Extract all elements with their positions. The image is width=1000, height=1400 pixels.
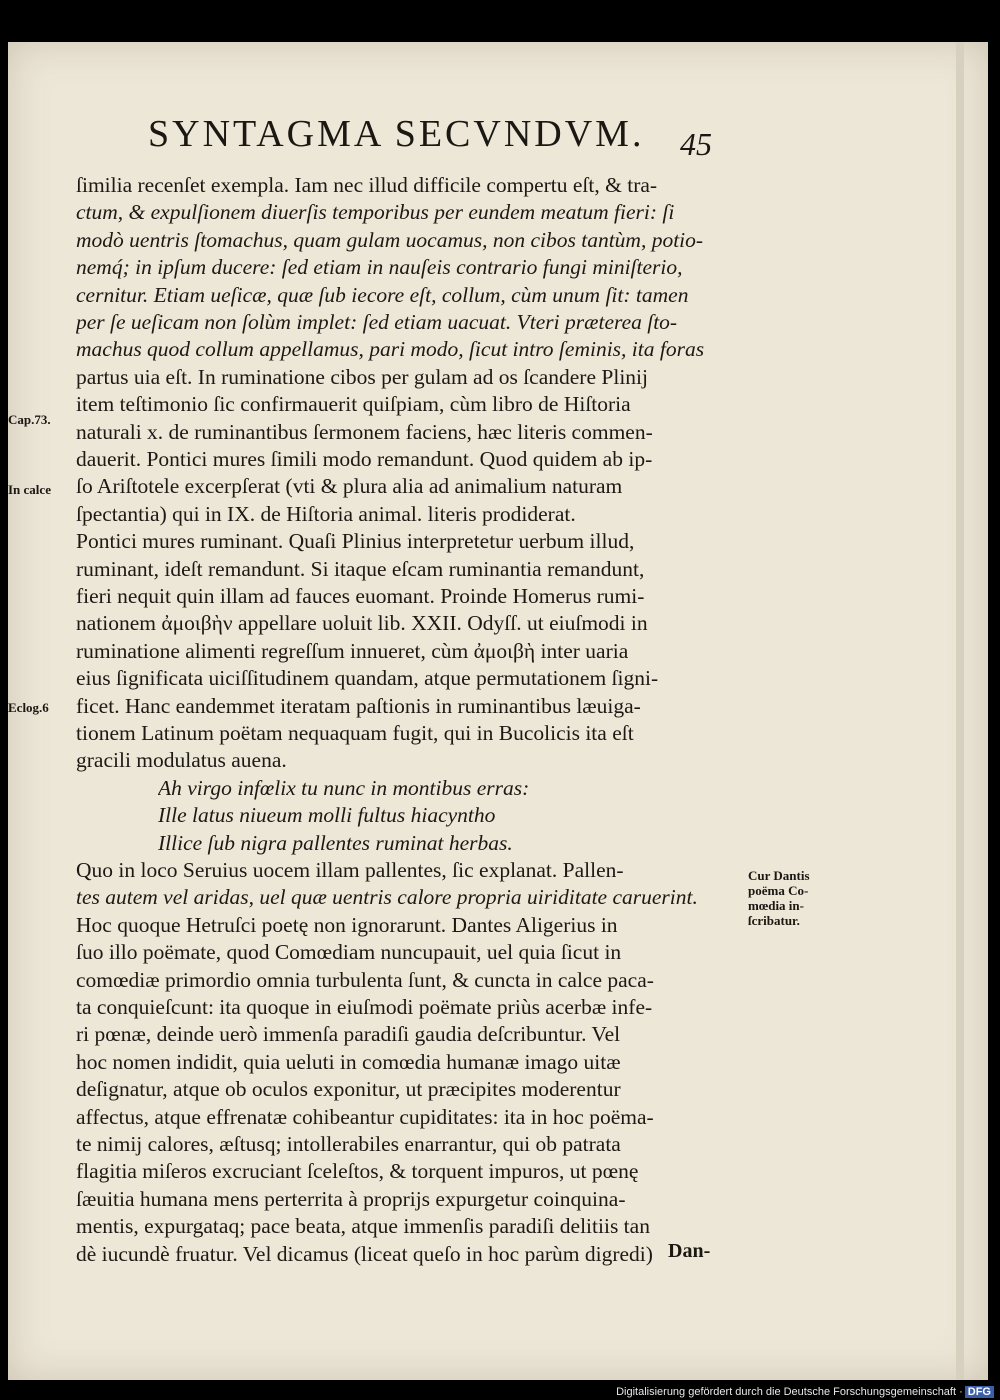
text-line: modò uentris ſtomachus, quam gulam uocamus, non cibos tantùm, potio- — [76, 227, 704, 252]
page-number: 45 — [680, 126, 712, 162]
footer-text: Digitalisierung gefördert durch die Deutsche Forschungsgemeinschaft · — [616, 1386, 963, 1398]
dfg-logo: DFG — [965, 1386, 994, 1398]
catchword: Dan- — [668, 1240, 711, 1262]
text-line: Quo in loco Seruius uocem illam pallentes, ſic explanat. Pallen- — [76, 858, 624, 882]
text-line: ficet. Hanc eandemmet iteratam paſtionis in ruminantibus læuiga- — [76, 693, 641, 718]
verse-line: Ah virgo infœlix tu nunc in montibus erras: — [158, 775, 530, 800]
text-line: comœdiæ primordio omnia turbulenta ſunt, & cuncta in calce paca- — [76, 967, 654, 992]
text-line: Hoc quoque Hetruſci poetę non ignorarunt. Dantes Aligerius in — [76, 912, 618, 937]
text-line: affectus, atque effrenatæ cohibeantur cupiditates: ita in hoc poëma- — [76, 1104, 654, 1129]
margin-note-in-calce: In calce — [8, 482, 51, 497]
text-line: ſo Ariſtotele excerpſerat (vti & plura alia ad animalium naturam — [76, 474, 623, 499]
text-line: te nimij calores, æſtusq; intollerabiles enarrantur, qui ob patrata — [76, 1132, 621, 1156]
margin-note-cap: Cap.73. — [8, 412, 51, 427]
text-line: ta conquieſcunt: ita quoque in eiuſmodi poëmate priùs acerbæ infe- — [76, 995, 653, 1019]
text-line: cernitur. Etiam ueſicæ, quæ ſub iecore eſt, collum, cùm unum ſit: tamen — [76, 282, 689, 307]
book-page — [8, 42, 988, 1380]
margin-note-dantis-line: ſcribatur. — [748, 913, 800, 928]
text-line: dauerit. Pontici mures ſimili modo remandunt. Quod quidem ab ip- — [76, 447, 653, 471]
text-line: tes autem vel aridas, uel quæ uentris calore propria uiriditate caruerint. — [76, 885, 698, 910]
text-line: ſæuitia humana mens perterrita à proprijs expurgetur coinquina- — [76, 1186, 626, 1211]
text-line: dè iucundè fruatur. Vel dicamus (liceat queſo in hoc parùm digredi) — [76, 1241, 653, 1266]
text-line: nationem ἀμοιβὴν appellare uoluit lib. XXII. Odyſſ. ut eiuſmodi in — [76, 611, 648, 636]
text-line: tionem Latinum poëtam nequaquam fugit, qui in Bucolicis ita eſt — [76, 721, 634, 745]
text-line: fieri nequit quin illam ad fauces euomant. Proinde Homerus rumi- — [76, 584, 645, 608]
verse-line: Illice ſub nigra pallentes ruminat herbas. — [158, 830, 513, 855]
text-line: ruminatione alimenti regreſſum innueret, cùm ἀμοιβὴ inter uaria — [76, 638, 629, 663]
margin-note-dantis-line: poëma Co- — [748, 883, 809, 898]
page-edge — [956, 42, 964, 1380]
text-line: item teſtimonio ſic confirmauerit quiſpiam, cùm libro de Hiſtoria — [76, 392, 631, 417]
text-line: flagitia miſeros excruciant ſceleſtos, & torquent impuros, ut pœnę — [76, 1159, 639, 1184]
text-line: per ſe ueſicam non ſolùm implet: ſed etiam uacuat. Vteri præterea ſto- — [76, 310, 678, 334]
digitization-footer — [616, 1386, 994, 1398]
margin-note-dantis-line: Cur Dantis — [748, 868, 810, 883]
text-line: gracili modulatus auena. — [76, 748, 287, 773]
text-line: deſignatur, atque ob oculos exponitur, ut præcipites moderentur — [76, 1077, 621, 1102]
text-line: ſimilia recenſet exempla. Iam nec illud difficile compertu eſt, & tra- — [76, 173, 658, 197]
text-line: mentis, expurgataq; pace beata, atque immenſis paradiſi delitiis tan — [76, 1214, 650, 1239]
text-line: machus quod collum appellamus, pari modo, ſicut intro ſeminis, ita foras — [76, 337, 705, 362]
text-line: naturali x. de ruminantibus ſermonem faciens, hæc literis commen- — [76, 419, 653, 444]
margin-note-dantis-line: mœdia in- — [748, 898, 804, 913]
text-line: partus uia eſt. In ruminatione cibos per gulam ad os ſcandere Plinij — [76, 364, 648, 389]
text-line: ctum, & expulſionem diuerſis temporibus per eundem meatum fieri: ſi — [76, 200, 675, 225]
margin-note-eclog: Eclog.6 — [8, 700, 49, 715]
text-line: hoc nomen indidit, quia ueluti in comœdia humanæ imago uitæ — [76, 1049, 621, 1074]
running-title: SYNTAGMA SECVNDVM. — [148, 113, 645, 155]
text-line: eius ſignificata uiciſſitudinem quandam, atque permutationem ſigni- — [76, 666, 659, 691]
text-line: nemq́; in ipſum ducere: ſed etiam in nauſeis contrario fungi miniſterio, — [76, 255, 683, 280]
verse-line: Ille latus niueum molli fultus hiacyntho — [158, 803, 496, 828]
margin-note-dantis — [748, 868, 838, 928]
text-line: Pontici mures ruminant. Quaſi Plinius interpretetur uerbum illud, — [76, 529, 635, 554]
text-line: ſuo illo poëmate, quod Comœdiam nuncupauit, uel quia ſicut in — [76, 940, 622, 965]
text-line: ſpectantia) qui in IX. de Hiſtoria animal. literis prodiderat. — [76, 501, 576, 526]
text-line: ri pœnæ, deinde uerò immenſa paradiſi gaudia deſcribuntur. Vel — [76, 1022, 621, 1047]
text-line: ruminant, ideſt remandunt. Si itaque eſcam ruminantia remandunt, — [76, 556, 645, 581]
